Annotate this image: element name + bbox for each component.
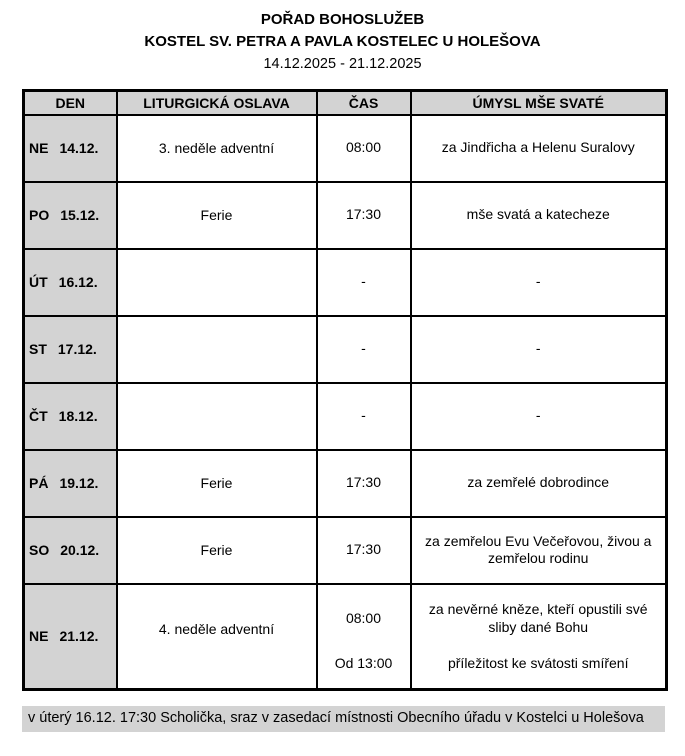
table-row: [24, 584, 667, 690]
celebration-cell: Ferie: [117, 450, 317, 517]
day-cell: [24, 316, 117, 383]
table-row: [24, 249, 667, 316]
time-cell: [317, 517, 411, 584]
celebration-cell: 4. neděle adventní: [117, 584, 317, 690]
time-cell: [317, 584, 411, 690]
time-value: 08:00: [345, 610, 382, 627]
table-header-row: [24, 90, 667, 115]
footer-note: v úterý 16.12. 17:30 Scholička, sraz v zasedací místnosti Obecního úřadu v Kostelci u Holešova: [22, 706, 665, 732]
celebration-cell: [117, 316, 317, 383]
column-header-umysl-mse-svate: ÚMYSL MŠE SVATÉ: [411, 90, 667, 115]
day-cell: [24, 182, 117, 249]
intention-text: -: [535, 273, 541, 290]
column-header-cas: ČAS: [317, 90, 411, 115]
page-subtitle: KOSTEL SV. PETRA A PAVLA KOSTELEC U HOLEŠOVA: [144, 32, 541, 50]
celebration-cell: Ferie: [117, 517, 317, 584]
table-row: [24, 450, 667, 517]
time-cell: [317, 115, 411, 182]
intention-cell: [411, 316, 667, 383]
day-date: 20.12.: [60, 542, 100, 558]
schedule-table: [22, 89, 668, 691]
time-value: 17:30: [345, 474, 382, 491]
celebration-cell: 3. neděle adventní: [117, 115, 317, 182]
day-date: 17.12.: [57, 341, 97, 357]
intention-text: za nevěrné kněze, kteří opustili své sliby dané Bohu: [428, 601, 648, 635]
celebration-cell: [117, 249, 317, 316]
intention-cell: [411, 383, 667, 450]
intention-cell: [411, 517, 667, 584]
table-row: [24, 182, 667, 249]
time-value: 17:30: [345, 206, 382, 223]
time-cell: [317, 316, 411, 383]
time-cell: [317, 383, 411, 450]
day-cell: [24, 249, 117, 316]
intention-text: -: [535, 407, 541, 424]
time-cell: [317, 249, 411, 316]
date-range: 14.12.2025 - 21.12.2025: [263, 55, 422, 72]
day-abbrev: SO: [29, 542, 50, 558]
time-value: 17:30: [345, 541, 382, 558]
day-date: 18.12.: [58, 408, 98, 424]
day-abbrev: ST: [29, 341, 47, 357]
page-title: POŘAD BOHOSLUŽEB: [260, 11, 425, 28]
day-cell: [24, 517, 117, 584]
intention-cell: [411, 584, 667, 690]
intention-text: za zemřelou Evu Večeřovou, živou a zemřelou rodinu: [425, 532, 652, 566]
day-abbrev: PÁ: [29, 475, 49, 491]
time-cell: [317, 450, 411, 517]
schedule-table-body: [24, 115, 667, 690]
intention-text: -: [535, 340, 541, 357]
intention-cell: [411, 249, 667, 316]
day-abbrev: ČT: [29, 408, 48, 424]
column-header-liturgicka-oslava: LITURGICKÁ OSLAVA: [117, 90, 317, 115]
time-value: Od 13:00: [334, 654, 393, 671]
time-value: -: [361, 273, 366, 290]
day-cell: [24, 383, 117, 450]
column-header-den: DEN: [24, 90, 117, 115]
time-value: -: [361, 407, 366, 424]
day-cell: [24, 115, 117, 182]
table-row: [24, 316, 667, 383]
celebration-cell: Ferie: [117, 182, 317, 249]
intention-cell: [411, 450, 667, 517]
intention-text: za zemřelé dobrodince: [467, 474, 610, 491]
time-value: -: [361, 340, 366, 357]
time-cell: [317, 182, 411, 249]
table-row: [24, 115, 667, 182]
title-block: [0, 0, 685, 72]
intention-text: příležitost ke svátosti smíření: [447, 654, 629, 671]
day-date: 21.12.: [59, 628, 99, 644]
day-abbrev: NE: [29, 140, 49, 156]
day-abbrev: ÚT: [29, 274, 48, 290]
time-value: 08:00: [345, 139, 382, 156]
intention-cell: [411, 182, 667, 249]
day-abbrev: NE: [29, 628, 49, 644]
day-cell: [24, 450, 117, 517]
day-date: 14.12.: [59, 140, 99, 156]
day-date: 19.12.: [59, 475, 99, 491]
intention-text: za Jindřicha a Helenu Suralovy: [441, 139, 635, 156]
day-cell: [24, 584, 117, 690]
intention-text: mše svatá a katecheze: [466, 206, 610, 223]
intention-cell: [411, 115, 667, 182]
table-row: [24, 517, 667, 584]
celebration-cell: [117, 383, 317, 450]
day-abbrev: PO: [29, 207, 50, 223]
table-row: [24, 383, 667, 450]
day-date: 16.12.: [58, 274, 98, 290]
day-date: 15.12.: [60, 207, 100, 223]
